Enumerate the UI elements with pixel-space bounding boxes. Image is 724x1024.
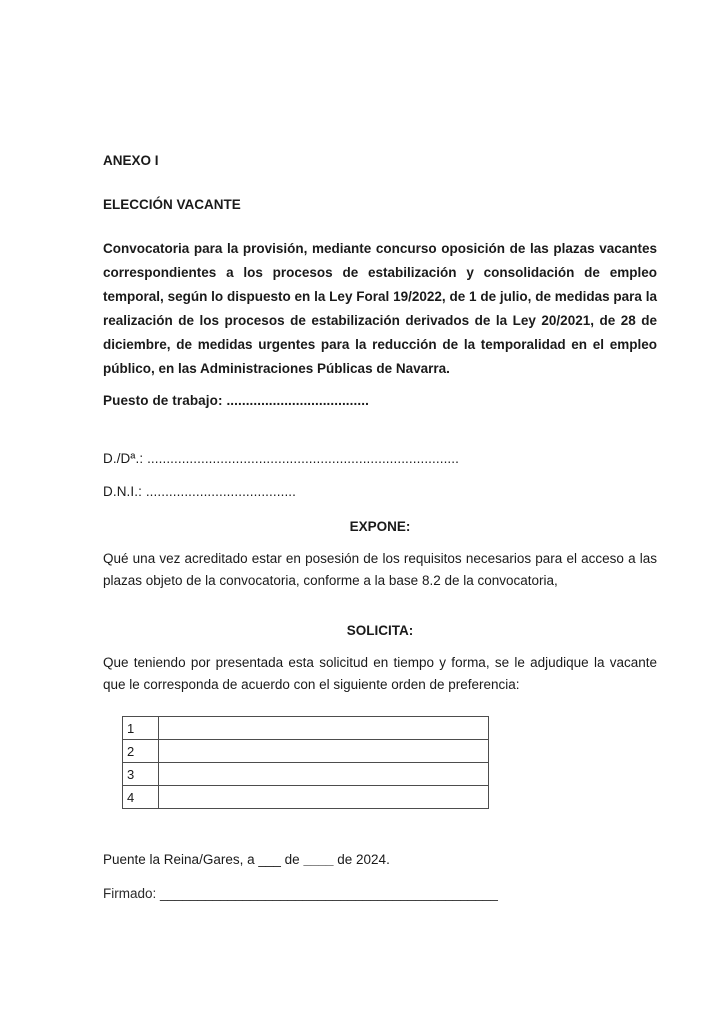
closing-text-after: de 2024. <box>337 852 390 867</box>
row-value-cell <box>159 763 489 786</box>
dni-dotted-line: ....................................... <box>145 484 296 499</box>
closing-text-before: Puente la Reina/Gares, a <box>103 852 255 867</box>
expone-paragraph: Qué una vez acreditado estar en posesión de los requisitos necesarios para el acceso a las plazas objeto de la convocatoria, conforme a la base 8.2 de la convocatoria, <box>103 551 657 588</box>
day-blank: ___ <box>258 852 281 867</box>
nombre-field <box>103 450 657 468</box>
row-number-cell: 3 <box>123 763 159 786</box>
document-title: ANEXO I <box>103 153 159 168</box>
row-value-cell <box>159 786 489 809</box>
month-blank: ____ <box>303 852 334 867</box>
closing-date-line <box>103 851 657 869</box>
table-row <box>123 763 489 786</box>
table-row <box>123 786 489 809</box>
puesto-dotted-line: ..................................... <box>226 393 369 408</box>
puesto-label: Puesto de trabajo: <box>103 393 223 408</box>
table-row <box>123 740 489 763</box>
expone-heading: EXPONE: <box>349 519 411 534</box>
signature-line <box>103 885 657 903</box>
nombre-dotted-line: ................................................................................. <box>147 451 459 466</box>
firmado-blank-line: _____________________________________________ <box>160 886 498 901</box>
row-value-cell <box>159 740 489 763</box>
row-value-cell <box>159 717 489 740</box>
intro-paragraph: Convocatoria para la provisión, mediante concurso oposición de las plazas vacantes correspondientes a los procesos de estabilización y consolidación de empleo temporal, según lo dispuesto en la Ley Foral 19/2022, de 1 de julio, de medidas para la realización de los procesos de estabilización derivados de la Ley 20/2021, de 28 de diciembre, de medidas urgentes para la reducción de la temporalidad en el empleo público, en las Administraciones Públicas de Navarra. <box>103 241 657 376</box>
row-number-cell: 4 <box>123 786 159 809</box>
row-number-cell: 1 <box>123 717 159 740</box>
closing-connector: de <box>284 852 300 867</box>
table-row <box>123 717 489 740</box>
solicita-paragraph: Que teniendo por presentada esta solicitud en tiempo y forma, se le adjudique la vacante que le corresponda de acuerdo con el siguiente orden de preferencia: <box>103 655 657 692</box>
row-number-cell: 2 <box>123 740 159 763</box>
nombre-label: D./Dª.: <box>103 451 144 466</box>
dni-label: D.N.I.: <box>103 484 142 499</box>
solicita-heading: SOLICITA: <box>346 623 414 638</box>
document-subtitle: ELECCIÓN VACANTE <box>103 197 241 212</box>
preference-table <box>122 716 489 809</box>
firmado-label: Firmado: <box>103 886 157 901</box>
puesto-field <box>103 392 657 410</box>
dni-field <box>103 483 657 501</box>
